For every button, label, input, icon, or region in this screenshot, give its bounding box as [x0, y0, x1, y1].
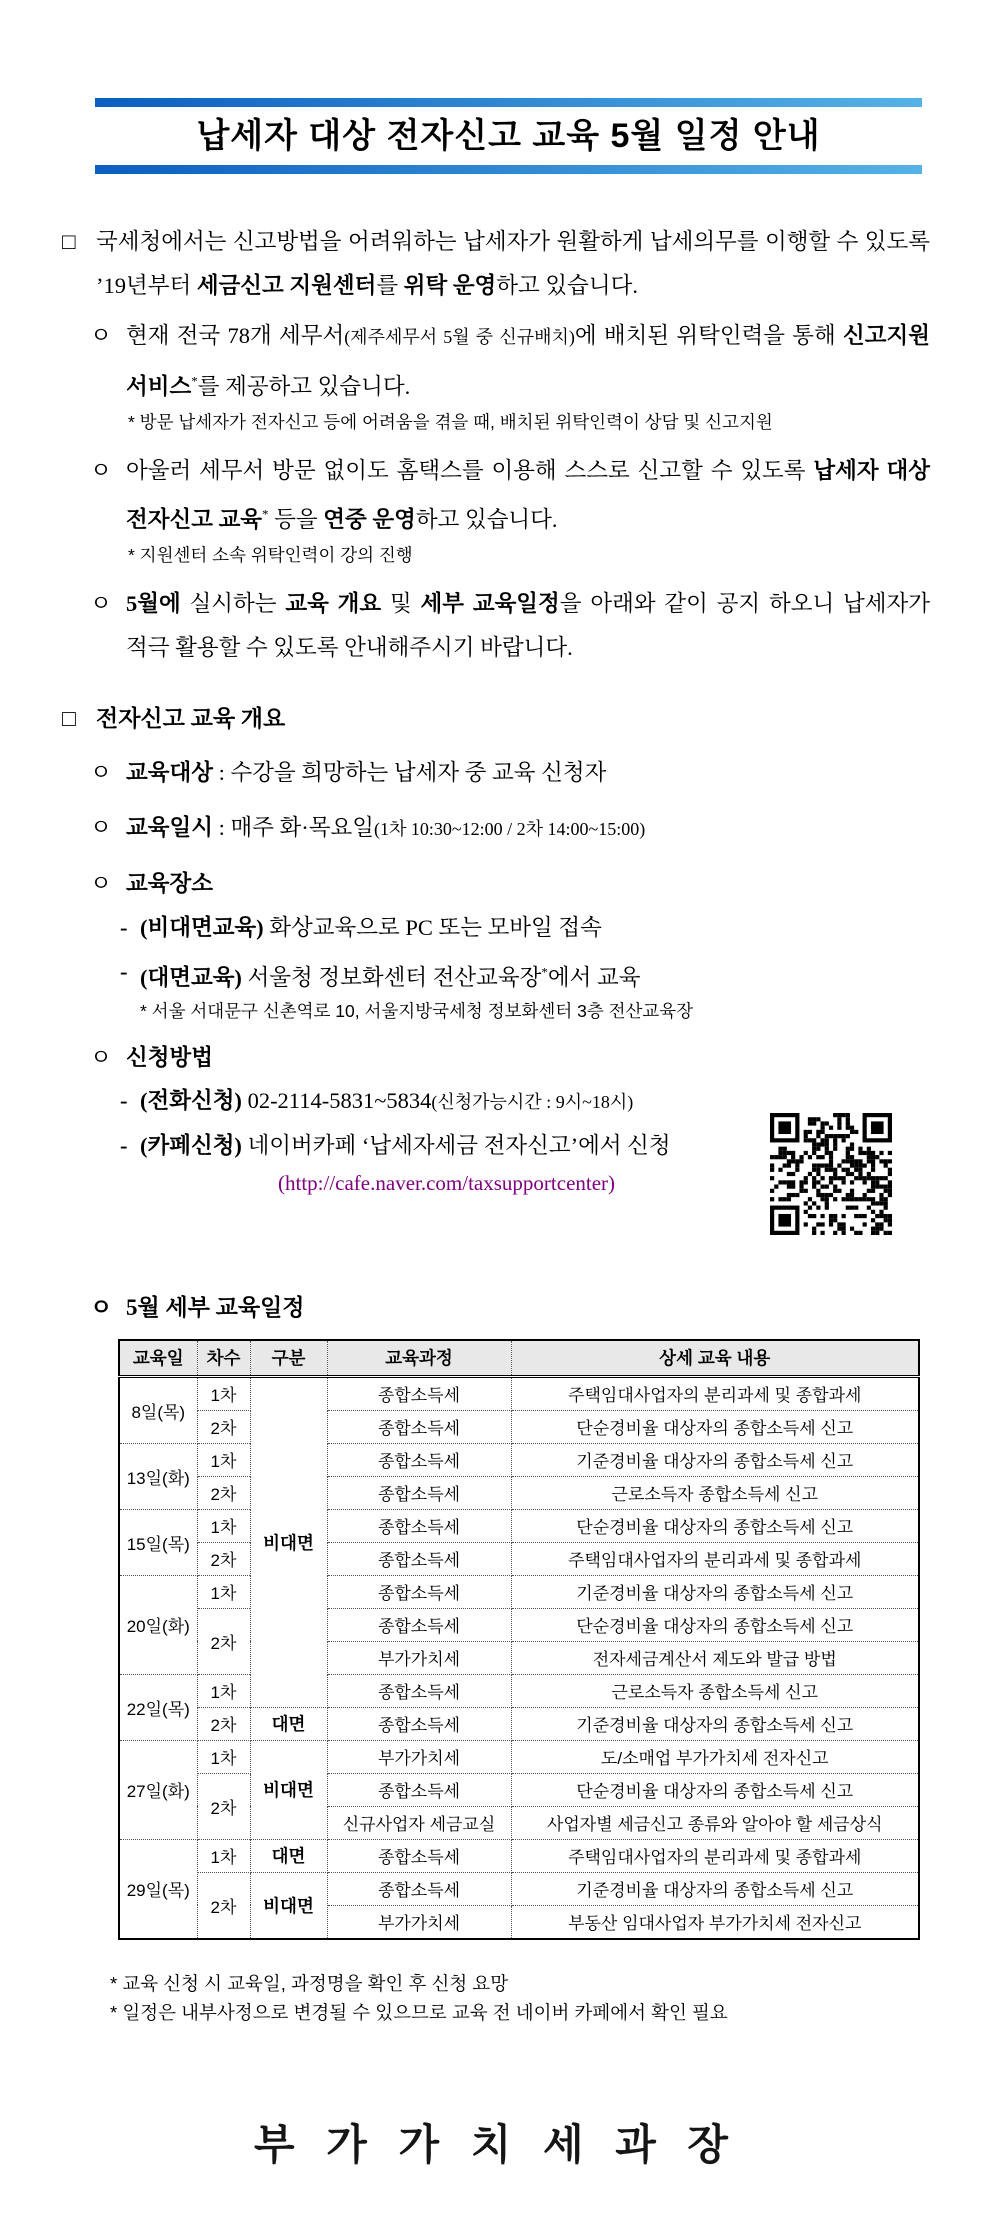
table-cell: 종합소득세 [327, 1575, 511, 1608]
table-cell: 종합소득세 [327, 1608, 511, 1641]
table-cell: 종합소득세 [327, 1410, 511, 1443]
table-cell: 1차 [197, 1443, 250, 1476]
overview-target [90, 758, 930, 788]
bullet-current-centers [90, 314, 930, 409]
table-cell: 2차 [197, 1773, 250, 1839]
table-cell: 주택임대사업자의 분리과세 및 종합과세 [511, 1542, 919, 1575]
table-cell: 주택임대사업자의 분리과세 및 종합과세 [511, 1376, 919, 1410]
table-row [119, 1872, 919, 1905]
text-segment: 위탁 운영 [403, 273, 497, 298]
table-cell: 1차 [197, 1674, 250, 1707]
table-row [119, 1476, 919, 1509]
table-cell: 신규사업자 세금교실 [327, 1806, 511, 1839]
table-row [119, 1376, 919, 1410]
text-segment: (http://cafe.naver.com/taxsupportcenter) [278, 1170, 616, 1195]
section-overview-heading [62, 704, 930, 734]
text-segment: 하고 있습니다. [415, 507, 558, 532]
circle-bullet: ㅇ [90, 323, 112, 348]
section-schedule-heading-text: 5월 세부 교육일정 [126, 1294, 305, 1320]
circle-bullet: ㅇ [90, 760, 112, 785]
table-cell: 부가가치세 [327, 1641, 511, 1674]
table-cell: 기준경비율 대상자의 종합소득세 신고 [511, 1443, 919, 1476]
text-segment: 를 제공하고 있습니다. [197, 373, 411, 399]
bullet-hometax-education-text [126, 458, 930, 533]
dash-bullet: - [120, 915, 128, 940]
column-header: 교육일 [119, 1340, 197, 1377]
footnote-address: * 서울 서대문구 신촌역로 10, 서울지방국세청 정보화센터 3층 전산교육장 [140, 1000, 694, 1021]
text-segment: 국세청에서는 신고방법을 어려워하는 납세자가 원활하게 납세의무를 이행할 수 있도록 ’19년부터 [96, 229, 930, 298]
bullet-may-notice-text [126, 591, 930, 660]
qr-code [770, 1112, 892, 1236]
table-footnote-1: * 교육 신청 시 교육일, 과정명을 확인 후 신청 요망 [110, 1972, 509, 1994]
circle-bullet: ㅇ [90, 591, 112, 616]
table-cell: 비대면 [250, 1376, 327, 1707]
table-cell: 2차 [197, 1542, 250, 1575]
table-cell: 단순경비율 대상자의 종합소득세 신고 [511, 1410, 919, 1443]
table-cell: 종합소득세 [327, 1773, 511, 1806]
table-cell: 27일(화) [119, 1740, 197, 1839]
table-row [119, 1674, 919, 1707]
text-segment: 세금신고 지원센터 [196, 273, 377, 298]
table-cell: 1차 [197, 1740, 250, 1773]
text-segment: 를 [376, 273, 404, 298]
table-cell: 종합소득세 [327, 1674, 511, 1707]
circle-bullet: ㅇ [90, 871, 112, 896]
dash-bullet: - [120, 1087, 128, 1113]
text-segment: 신청방법 [126, 1044, 213, 1070]
circle-bullet: ㅇ [90, 815, 112, 840]
table-cell: 종합소득세 [327, 1839, 511, 1872]
table-cell: 부가가치세 [327, 1905, 511, 1939]
overview-datetime [90, 813, 930, 844]
text-segment: 에서 교육 [547, 964, 641, 990]
text-segment: 교육 개요 [285, 591, 382, 616]
overview-apply-text [126, 1045, 213, 1070]
text-segment: (비대면교육) [140, 915, 264, 940]
column-header: 교육과정 [327, 1340, 511, 1377]
table-cell: 기준경비율 대상자의 종합소득세 신고 [511, 1575, 919, 1608]
table-cell: 종합소득세 [327, 1542, 511, 1575]
table-footnote-2: * 일정은 내부사정으로 변경될 수 있으므로 교육 전 네이버 카페에서 확인 필요 [110, 2001, 728, 2023]
text-segment: 실시하는 [180, 591, 286, 616]
text-segment: 납세자 대상 전자신고 교육 [126, 457, 930, 532]
text-segment: 화상교육으로 PC 또는 모바일 접속 [263, 915, 602, 940]
table-row [119, 1740, 919, 1773]
table-cell: 단순경비율 대상자의 종합소득세 신고 [511, 1773, 919, 1806]
table-cell: 20일(화) [119, 1575, 197, 1674]
table-row [119, 1443, 919, 1476]
footnote-visit-support: * 방문 납세자가 전자신고 등에 어려움을 겪을 때, 배치된 위탁인력이 상담 및 신고지원 [128, 411, 773, 432]
table-cell: 부동산 임대사업자 부가가치세 전자신고 [511, 1905, 919, 1939]
circle-bullet: ㅇ [90, 457, 112, 483]
table-cell: 29일(목) [119, 1839, 197, 1939]
intro-paragraph-text [96, 229, 930, 298]
table-cell: 부가가치세 [327, 1740, 511, 1773]
table-cell: 기준경비율 대상자의 종합소득세 신고 [511, 1872, 919, 1905]
table-cell: 비대면 [250, 1872, 327, 1939]
text-segment: 교육일시 [126, 815, 213, 840]
table-cell: 22일(목) [119, 1674, 197, 1740]
text-segment: 신고지원 서비스 [126, 323, 930, 399]
text-segment: 세부 교육일정 [420, 591, 560, 616]
text-segment: * [541, 964, 548, 979]
place-offline-item [120, 957, 930, 993]
table-cell: 2차 [197, 1476, 250, 1509]
place-online-text [140, 915, 602, 940]
text-segment: 하고 있습니다. [496, 273, 638, 298]
text-segment: * [191, 373, 198, 388]
text-segment: 을 아래와 같이 공지 하오니 납세자가 적극 활용할 수 있도록 안내해주시기 바랍니다. [126, 591, 930, 660]
signature-department: 부 가 가 치 세 과 장 [253, 2120, 739, 2168]
overview-apply [90, 1043, 930, 1073]
text-segment: 및 [381, 591, 421, 616]
title-bottom-bar [95, 165, 922, 174]
table-row [119, 1575, 919, 1608]
column-header: 상세 교육 내용 [511, 1340, 919, 1377]
text-segment: : 수강을 희망하는 납세자 중 교육 신청자 [212, 760, 607, 785]
text-segment: 아울러 세무서 방문 없이도 홈택스를 이용해 스스로 신고할 수 있도록 [126, 457, 814, 483]
table-cell: 13일(화) [119, 1443, 197, 1509]
text-segment: (카페신청) [140, 1132, 242, 1158]
column-header: 차수 [197, 1340, 250, 1377]
dash-bullet: - [120, 959, 128, 984]
text-segment: 연중 운영 [323, 507, 416, 532]
table-cell: 주택임대사업자의 분리과세 및 종합과세 [511, 1839, 919, 1872]
table-cell: 1차 [197, 1509, 250, 1542]
table-row [119, 1542, 919, 1575]
text-segment: (전화신청) [140, 1087, 242, 1113]
overview-place [90, 869, 930, 899]
section-schedule-heading [90, 1293, 930, 1323]
table-cell: 2차 [197, 1410, 250, 1443]
table-cell: 종합소득세 [327, 1376, 511, 1410]
table-cell: 2차 [197, 1608, 250, 1674]
text-segment: 02-2114-5831~5834 [241, 1087, 432, 1113]
circle-bullet: ㅇ [90, 1294, 113, 1320]
text-segment: 네이버카페 ‘납세자세금 전자신고’에서 신청 [241, 1132, 671, 1158]
table-cell: 1차 [197, 1376, 250, 1410]
apply-cafe-text [140, 1133, 671, 1158]
table-cell: 단순경비율 대상자의 종합소득세 신고 [511, 1608, 919, 1641]
square-bullet: □ [62, 706, 76, 731]
table-cell: 종합소득세 [327, 1443, 511, 1476]
text-segment: 교육대상 [126, 760, 213, 785]
text-segment: 서울청 정보화센터 전산교육장 [241, 964, 542, 990]
intro-paragraph [62, 220, 930, 308]
square-bullet: □ [62, 229, 76, 254]
table-cell: 1차 [197, 1575, 250, 1608]
table-cell: 1차 [197, 1839, 250, 1872]
apply-phone-text [140, 1088, 633, 1113]
section-overview-heading-text: 전자신고 교육 개요 [96, 706, 286, 731]
table-cell: 종합소득세 [327, 1509, 511, 1542]
table-cell: 종합소득세 [327, 1707, 511, 1740]
table-cell: 대면 [250, 1707, 327, 1740]
title-block [95, 98, 922, 174]
text-segment: 현재 전국 78개 세무서 [126, 323, 345, 348]
text-segment: : 매주 화·목요일 [212, 815, 374, 840]
text-segment: (대면교육) [140, 964, 242, 990]
table-cell: 도/소매업 부가가치세 전자신고 [511, 1740, 919, 1773]
table-cell: 8일(목) [119, 1376, 197, 1443]
table-row [119, 1773, 919, 1806]
bullet-current-centers-text [126, 323, 930, 399]
table-cell: 비대면 [250, 1740, 327, 1839]
table-row [119, 1608, 919, 1641]
column-header: 구분 [250, 1340, 327, 1377]
title-top-bar [95, 98, 922, 107]
table-cell: 사업자별 세금신고 종류와 알아야 할 세금상식 [511, 1806, 919, 1839]
text-segment: 등을 [268, 507, 324, 532]
text-segment: 교육장소 [126, 871, 213, 896]
table-cell: 단순경비율 대상자의 종합소득세 신고 [511, 1509, 919, 1542]
table-cell: 전자세금계산서 제도와 발급 방법 [511, 1641, 919, 1674]
overview-datetime-text [126, 815, 645, 840]
table-cell: 기준경비율 대상자의 종합소득세 신고 [511, 1707, 919, 1740]
table-cell: 2차 [197, 1707, 250, 1740]
text-segment: (신청가능시간 : 9시~18시) [431, 1091, 634, 1112]
overview-place-text [126, 871, 213, 896]
table-row [119, 1410, 919, 1443]
text-segment: 에 배치된 위탁인력을 통해 [574, 323, 844, 348]
text-segment: 5월에 [126, 591, 181, 616]
text-segment: * [262, 506, 269, 522]
dash-bullet: - [120, 1132, 128, 1158]
table-cell: 종합소득세 [327, 1872, 511, 1905]
table-row [119, 1839, 919, 1872]
text-segment: (1차 10:30~12:00 / 2차 14:00~15:00) [373, 819, 646, 839]
table-cell: 15일(목) [119, 1509, 197, 1575]
table-cell: 종합소득세 [327, 1476, 511, 1509]
text-segment: (제주세무서 5월 중 신규배치) [344, 327, 575, 347]
page-title: 납세자 대상 전자신고 교육 5월 일정 안내 [196, 117, 821, 155]
table-row [119, 1509, 919, 1542]
bullet-hometax-education [90, 449, 930, 543]
table-header-row [119, 1340, 919, 1377]
circle-bullet: ㅇ [90, 1044, 112, 1070]
table-row [119, 1707, 919, 1740]
table-cell: 근로소득자 종합소득세 신고 [511, 1476, 919, 1509]
bullet-may-notice [90, 582, 930, 670]
schedule-table [118, 1339, 920, 1940]
place-online-item [120, 913, 930, 943]
table-cell: 근로소득자 종합소득세 신고 [511, 1674, 919, 1707]
table-cell: 2차 [197, 1872, 250, 1939]
table-cell: 대면 [250, 1839, 327, 1872]
place-offline-text [140, 965, 640, 990]
footnote-lecture-staff: * 지원센터 소속 위탁인력이 강의 진행 [128, 545, 413, 565]
overview-target-text [126, 760, 606, 785]
